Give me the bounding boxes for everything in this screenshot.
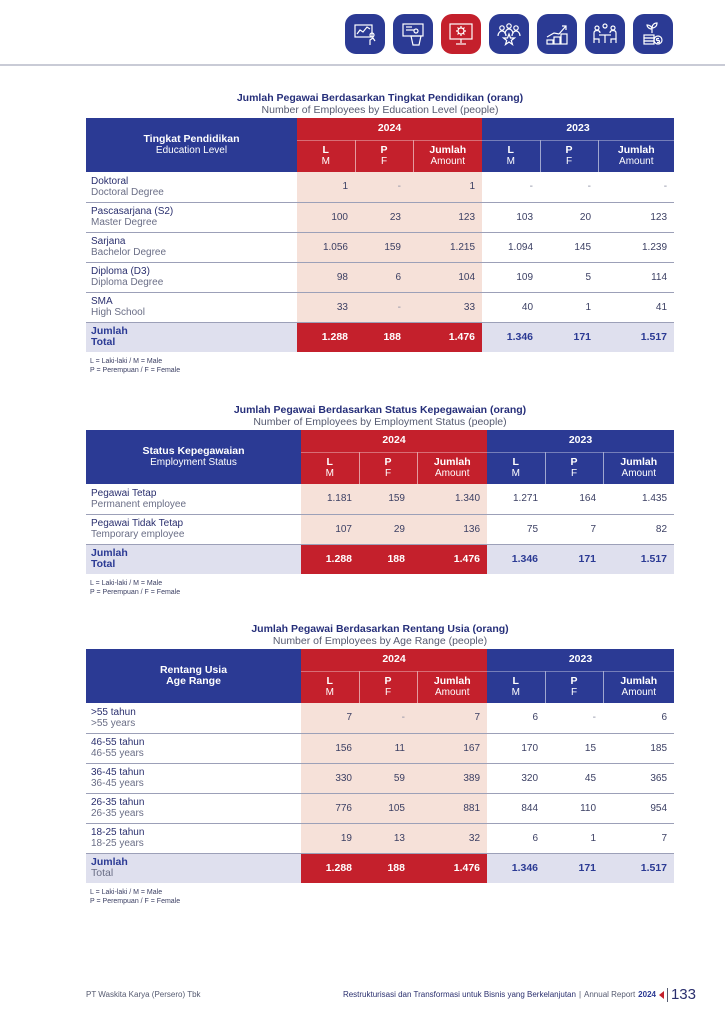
label-en: 18-25 years: [91, 838, 144, 849]
cell-2023-female: 171: [540, 322, 598, 352]
col-2024-male: L M: [301, 452, 359, 484]
employment-subtitle: Number of Employees by Employment Status (people): [253, 416, 507, 428]
report-theme: Restrukturisasi dan Transformasi untuk Bisnis yang Berkelanjutan: [342, 990, 576, 999]
cell-2023-amount: 82: [603, 514, 674, 544]
employment-table: [86, 430, 674, 574]
chapter-icon-nav: [345, 14, 673, 54]
age-subtitle: Number of Employees by Age Range (people): [272, 635, 488, 647]
cell-2024-female: 159: [355, 232, 413, 262]
cell-2024-male: 100: [297, 202, 355, 232]
triangle-left-icon: [659, 991, 664, 999]
col-2023-amount: Jumlah Amount: [603, 452, 674, 484]
cell-2024-female: 29: [359, 514, 417, 544]
cell-2023-amount: 1.517: [598, 322, 674, 352]
cell-2024-male: 19: [301, 823, 359, 853]
cell-2023-amount: 1.517: [603, 544, 674, 574]
table-row: [86, 202, 674, 232]
label-id: Jumlah: [91, 547, 128, 560]
row-label: [86, 172, 297, 202]
cell-2023-male: 6: [487, 823, 545, 853]
cell-2023-female: 164: [545, 484, 603, 514]
cell-2024-amount: 1.340: [417, 484, 487, 514]
label-id: SMA: [91, 296, 113, 307]
row-label: [86, 853, 301, 883]
cell-2024-female: -: [359, 703, 417, 733]
legend-notes: L = Laki-laki / M = Male P = Perempuan / F = Female: [90, 889, 181, 905]
cell-2024-amount: 123: [413, 202, 482, 232]
col-2024-amount: Jumlah Amount: [417, 671, 487, 703]
cell-2024-male: 1.288: [297, 322, 355, 352]
cell-2024-female: 188: [359, 853, 417, 883]
row-label: [86, 322, 297, 352]
page-number: 133: [670, 986, 696, 1003]
cell-2024-amount: 167: [417, 733, 487, 763]
table-row: [86, 823, 674, 853]
nav-chapter-5[interactable]: [537, 14, 577, 54]
row-label: [86, 484, 301, 514]
cell-2023-male: 1.271: [487, 484, 545, 514]
cell-2024-female: -: [355, 172, 413, 202]
cell-2024-male: 1.288: [301, 853, 359, 883]
cell-2024-male: 98: [297, 262, 355, 292]
label-en: 36-45 years: [91, 778, 144, 789]
col-2024-male: L M: [297, 140, 355, 172]
cell-2024-amount: 1: [413, 172, 482, 202]
cell-2024-amount: 32: [417, 823, 487, 853]
cell-2024-amount: 7: [417, 703, 487, 733]
cell-2023-amount: 123: [598, 202, 674, 232]
cell-2023-male: 6: [487, 703, 545, 733]
label-en: Total: [91, 336, 116, 349]
label-en: Total: [91, 558, 116, 571]
label-id: Doktoral: [91, 175, 129, 187]
label-en: Master Degree: [91, 217, 158, 228]
label-id: 18-25 tahun: [91, 827, 145, 838]
label-id: 36-45 tahun: [91, 767, 145, 778]
cell-2024-amount: 1.476: [417, 544, 487, 574]
table-row: [86, 793, 674, 823]
cell-2024-male: 33: [297, 292, 355, 322]
cell-2023-male: 844: [487, 793, 545, 823]
label-en: Temporary employee: [91, 529, 185, 540]
total-row: [86, 322, 674, 352]
col-2023-amount: Jumlah Amount: [598, 140, 674, 172]
label-en: Diploma Degree: [91, 277, 164, 288]
label-id: 46-55 tahun: [91, 737, 145, 748]
cell-2023-amount: -: [598, 172, 674, 202]
employment-label-header: Status Kepegawaian Employment Status: [86, 430, 301, 484]
speaker-podium-icon: [400, 21, 426, 47]
col-2023-male: L M: [482, 140, 540, 172]
cell-2023-amount: 7: [603, 823, 674, 853]
cell-2024-female: 188: [355, 322, 413, 352]
cell-2023-male: 1.346: [487, 544, 545, 574]
label-id: Jumlah: [91, 856, 128, 869]
label-id: Jumlah: [91, 325, 128, 338]
row-label: [86, 292, 297, 322]
row-label: [86, 763, 301, 793]
label-en: Bachelor Degree: [91, 247, 167, 258]
nav-chapter-1[interactable]: [345, 14, 385, 54]
cell-2023-male: -: [482, 172, 540, 202]
cell-2024-amount: 33: [413, 292, 482, 322]
team-star-icon: [496, 21, 522, 47]
cell-2024-amount: 1.476: [413, 322, 482, 352]
cell-2024-male: 1.056: [297, 232, 355, 262]
label-en: Permanent employee: [91, 498, 187, 510]
growth-coins-icon: [544, 21, 570, 47]
education-section: [86, 92, 674, 375]
cell-2024-female: 59: [359, 763, 417, 793]
table-row: [86, 232, 674, 262]
header-divider: [0, 64, 725, 66]
row-label: [86, 232, 297, 262]
row-label: [86, 202, 297, 232]
cell-2023-male: 109: [482, 262, 540, 292]
monitor-gear-icon: [448, 21, 474, 47]
employment-title: Jumlah Pegawai Berdasarkan Status Kepegawaian (orang): [233, 404, 527, 416]
label-en: High School: [91, 307, 145, 318]
cell-2024-male: 156: [301, 733, 359, 763]
cell-2024-female: 188: [359, 544, 417, 574]
cell-2023-male: 320: [487, 763, 545, 793]
cell-2024-male: 1.181: [301, 484, 359, 514]
plant-money-icon: [640, 21, 666, 47]
cell-2023-female: 1: [540, 292, 598, 322]
footer-separator: |: [578, 990, 582, 999]
table-row: [86, 292, 674, 322]
cell-2023-female: 7: [545, 514, 603, 544]
cell-2023-female: 45: [545, 763, 603, 793]
cell-2024-amount: 1.215: [413, 232, 482, 262]
cell-2023-amount: 1.517: [603, 853, 674, 883]
cell-2024-female: 105: [359, 793, 417, 823]
cell-2024-male: 7: [301, 703, 359, 733]
table-row: [86, 172, 674, 202]
cell-2023-amount: 41: [598, 292, 674, 322]
cell-2023-female: -: [545, 703, 603, 733]
col-2024-female: P F: [359, 452, 417, 484]
cell-2023-amount: 185: [603, 733, 674, 763]
nav-chapter-4[interactable]: [489, 14, 529, 54]
cell-2024-amount: 881: [417, 793, 487, 823]
age-label-header: Rentang Usia Age Range: [86, 649, 301, 703]
total-row: [86, 853, 674, 883]
label-en: Total: [91, 867, 114, 880]
table-row: [86, 262, 674, 292]
total-row: [86, 544, 674, 574]
cell-2024-male: 330: [301, 763, 359, 793]
cell-2023-male: 1.346: [487, 853, 545, 883]
page-divider: [667, 988, 668, 1002]
cell-2023-female: 1: [545, 823, 603, 853]
cell-2024-female: 11: [359, 733, 417, 763]
report-label: Annual Report: [584, 990, 636, 999]
nav-chapter-7[interactable]: [633, 14, 673, 54]
col-2023-female: P F: [545, 452, 603, 484]
label-id: Pegawai Tetap: [91, 487, 157, 499]
year-2023-header: 2023: [482, 118, 674, 140]
col-2024-male: L M: [301, 671, 359, 703]
cell-2023-female: 110: [545, 793, 603, 823]
label-id: Sarjana: [91, 236, 126, 247]
nav-chapter-6[interactable]: [585, 14, 625, 54]
cell-2023-male: 170: [487, 733, 545, 763]
report-info: [343, 986, 696, 1003]
col-2024-amount: Jumlah Amount: [413, 140, 482, 172]
year-2024-header: 2024: [301, 430, 487, 452]
row-label: [86, 823, 301, 853]
cell-2023-female: 145: [540, 232, 598, 262]
year-2023-header: 2023: [487, 649, 674, 671]
cell-2023-male: 40: [482, 292, 540, 322]
cell-2023-amount: 114: [598, 262, 674, 292]
legend-notes: L = Laki-laki / M = Male P = Perempuan / F = Female: [90, 580, 181, 596]
col-2024-amount: Jumlah Amount: [417, 452, 487, 484]
cell-2023-female: 15: [545, 733, 603, 763]
year-2024-header: 2024: [301, 649, 487, 671]
label-en: 26-35 years: [91, 808, 144, 819]
label-id: Pascasarjana (S2): [91, 206, 174, 217]
cell-2024-female: 159: [359, 484, 417, 514]
cell-2023-female: -: [540, 172, 598, 202]
presentation-chart-icon: [352, 21, 378, 47]
label-id: >55 tahun: [91, 706, 136, 718]
cell-2024-female: 13: [359, 823, 417, 853]
row-label: [86, 514, 301, 544]
label-id: 26-35 tahun: [91, 797, 145, 808]
label-en: >55 years: [91, 717, 136, 729]
cell-2024-male: 1.288: [301, 544, 359, 574]
cell-2023-amount: 954: [603, 793, 674, 823]
table-row: [86, 763, 674, 793]
row-label: [86, 544, 301, 574]
legend-notes: L = Laki-laki / M = Male P = Perempuan / F = Female: [90, 358, 181, 374]
row-label: [86, 703, 301, 733]
age-section: [86, 623, 674, 906]
label-id: Pegawai Tidak Tetap: [91, 518, 184, 529]
cell-2024-amount: 389: [417, 763, 487, 793]
cell-2024-male: 776: [301, 793, 359, 823]
cell-2024-female: 6: [355, 262, 413, 292]
meeting-table-icon: [592, 21, 618, 47]
education-label-header: Tingkat Pendidikan Education Level: [86, 118, 297, 172]
cell-2024-male: 1: [297, 172, 355, 202]
label-id: Diploma (D3): [91, 266, 150, 277]
year-2023-header: 2023: [487, 430, 674, 452]
cell-2024-amount: 104: [413, 262, 482, 292]
cell-2023-female: 171: [545, 544, 603, 574]
cell-2023-male: 75: [487, 514, 545, 544]
row-label: [86, 793, 301, 823]
table-row: [86, 514, 674, 544]
nav-chapter-3-active[interactable]: [441, 14, 481, 54]
cell-2023-female: 5: [540, 262, 598, 292]
col-2023-male: L M: [487, 452, 545, 484]
col-2023-male: L M: [487, 671, 545, 703]
report-year: 2024: [638, 990, 656, 999]
company-name: PT Waskita Karya (Persero) Tbk: [86, 990, 201, 999]
cell-2024-amount: 1.476: [417, 853, 487, 883]
cell-2024-amount: 136: [417, 514, 487, 544]
cell-2023-male: 1.094: [482, 232, 540, 262]
row-label: [86, 262, 297, 292]
col-2023-amount: Jumlah Amount: [603, 671, 674, 703]
cell-2023-male: 103: [482, 202, 540, 232]
col-2024-female: P F: [359, 671, 417, 703]
cell-2023-amount: 6: [603, 703, 674, 733]
cell-2023-amount: 1.239: [598, 232, 674, 262]
top-navigation-bar: [0, 0, 725, 67]
age-title: Jumlah Pegawai Berdasarkan Rentang Usia (orang): [251, 623, 509, 635]
year-2024-header: 2024: [297, 118, 482, 140]
row-label: [86, 733, 301, 763]
table-row: [86, 484, 674, 514]
cell-2023-male: 1.346: [482, 322, 540, 352]
cell-2023-amount: 365: [603, 763, 674, 793]
employment-section: [86, 404, 674, 597]
cell-2023-female: 171: [545, 853, 603, 883]
page-footer: [86, 988, 696, 1004]
label-en: 46-55 years: [91, 748, 144, 759]
education-table: [86, 118, 674, 352]
cell-2024-female: 23: [355, 202, 413, 232]
education-title: Jumlah Pegawai Berdasarkan Tingkat Pendidikan (orang): [236, 92, 524, 104]
table-row: [86, 733, 674, 763]
cell-2024-male: 107: [301, 514, 359, 544]
education-subtitle: Number of Employees by Education Level (people): [261, 104, 499, 116]
col-2023-female: P F: [540, 140, 598, 172]
label-en: Doctoral Degree: [91, 186, 164, 198]
cell-2024-female: -: [355, 292, 413, 322]
table-row: [86, 703, 674, 733]
col-2024-female: P F: [355, 140, 413, 172]
col-2023-female: P F: [545, 671, 603, 703]
age-table: [86, 649, 674, 883]
cell-2023-female: 20: [540, 202, 598, 232]
cell-2023-amount: 1.435: [603, 484, 674, 514]
nav-chapter-2[interactable]: [393, 14, 433, 54]
